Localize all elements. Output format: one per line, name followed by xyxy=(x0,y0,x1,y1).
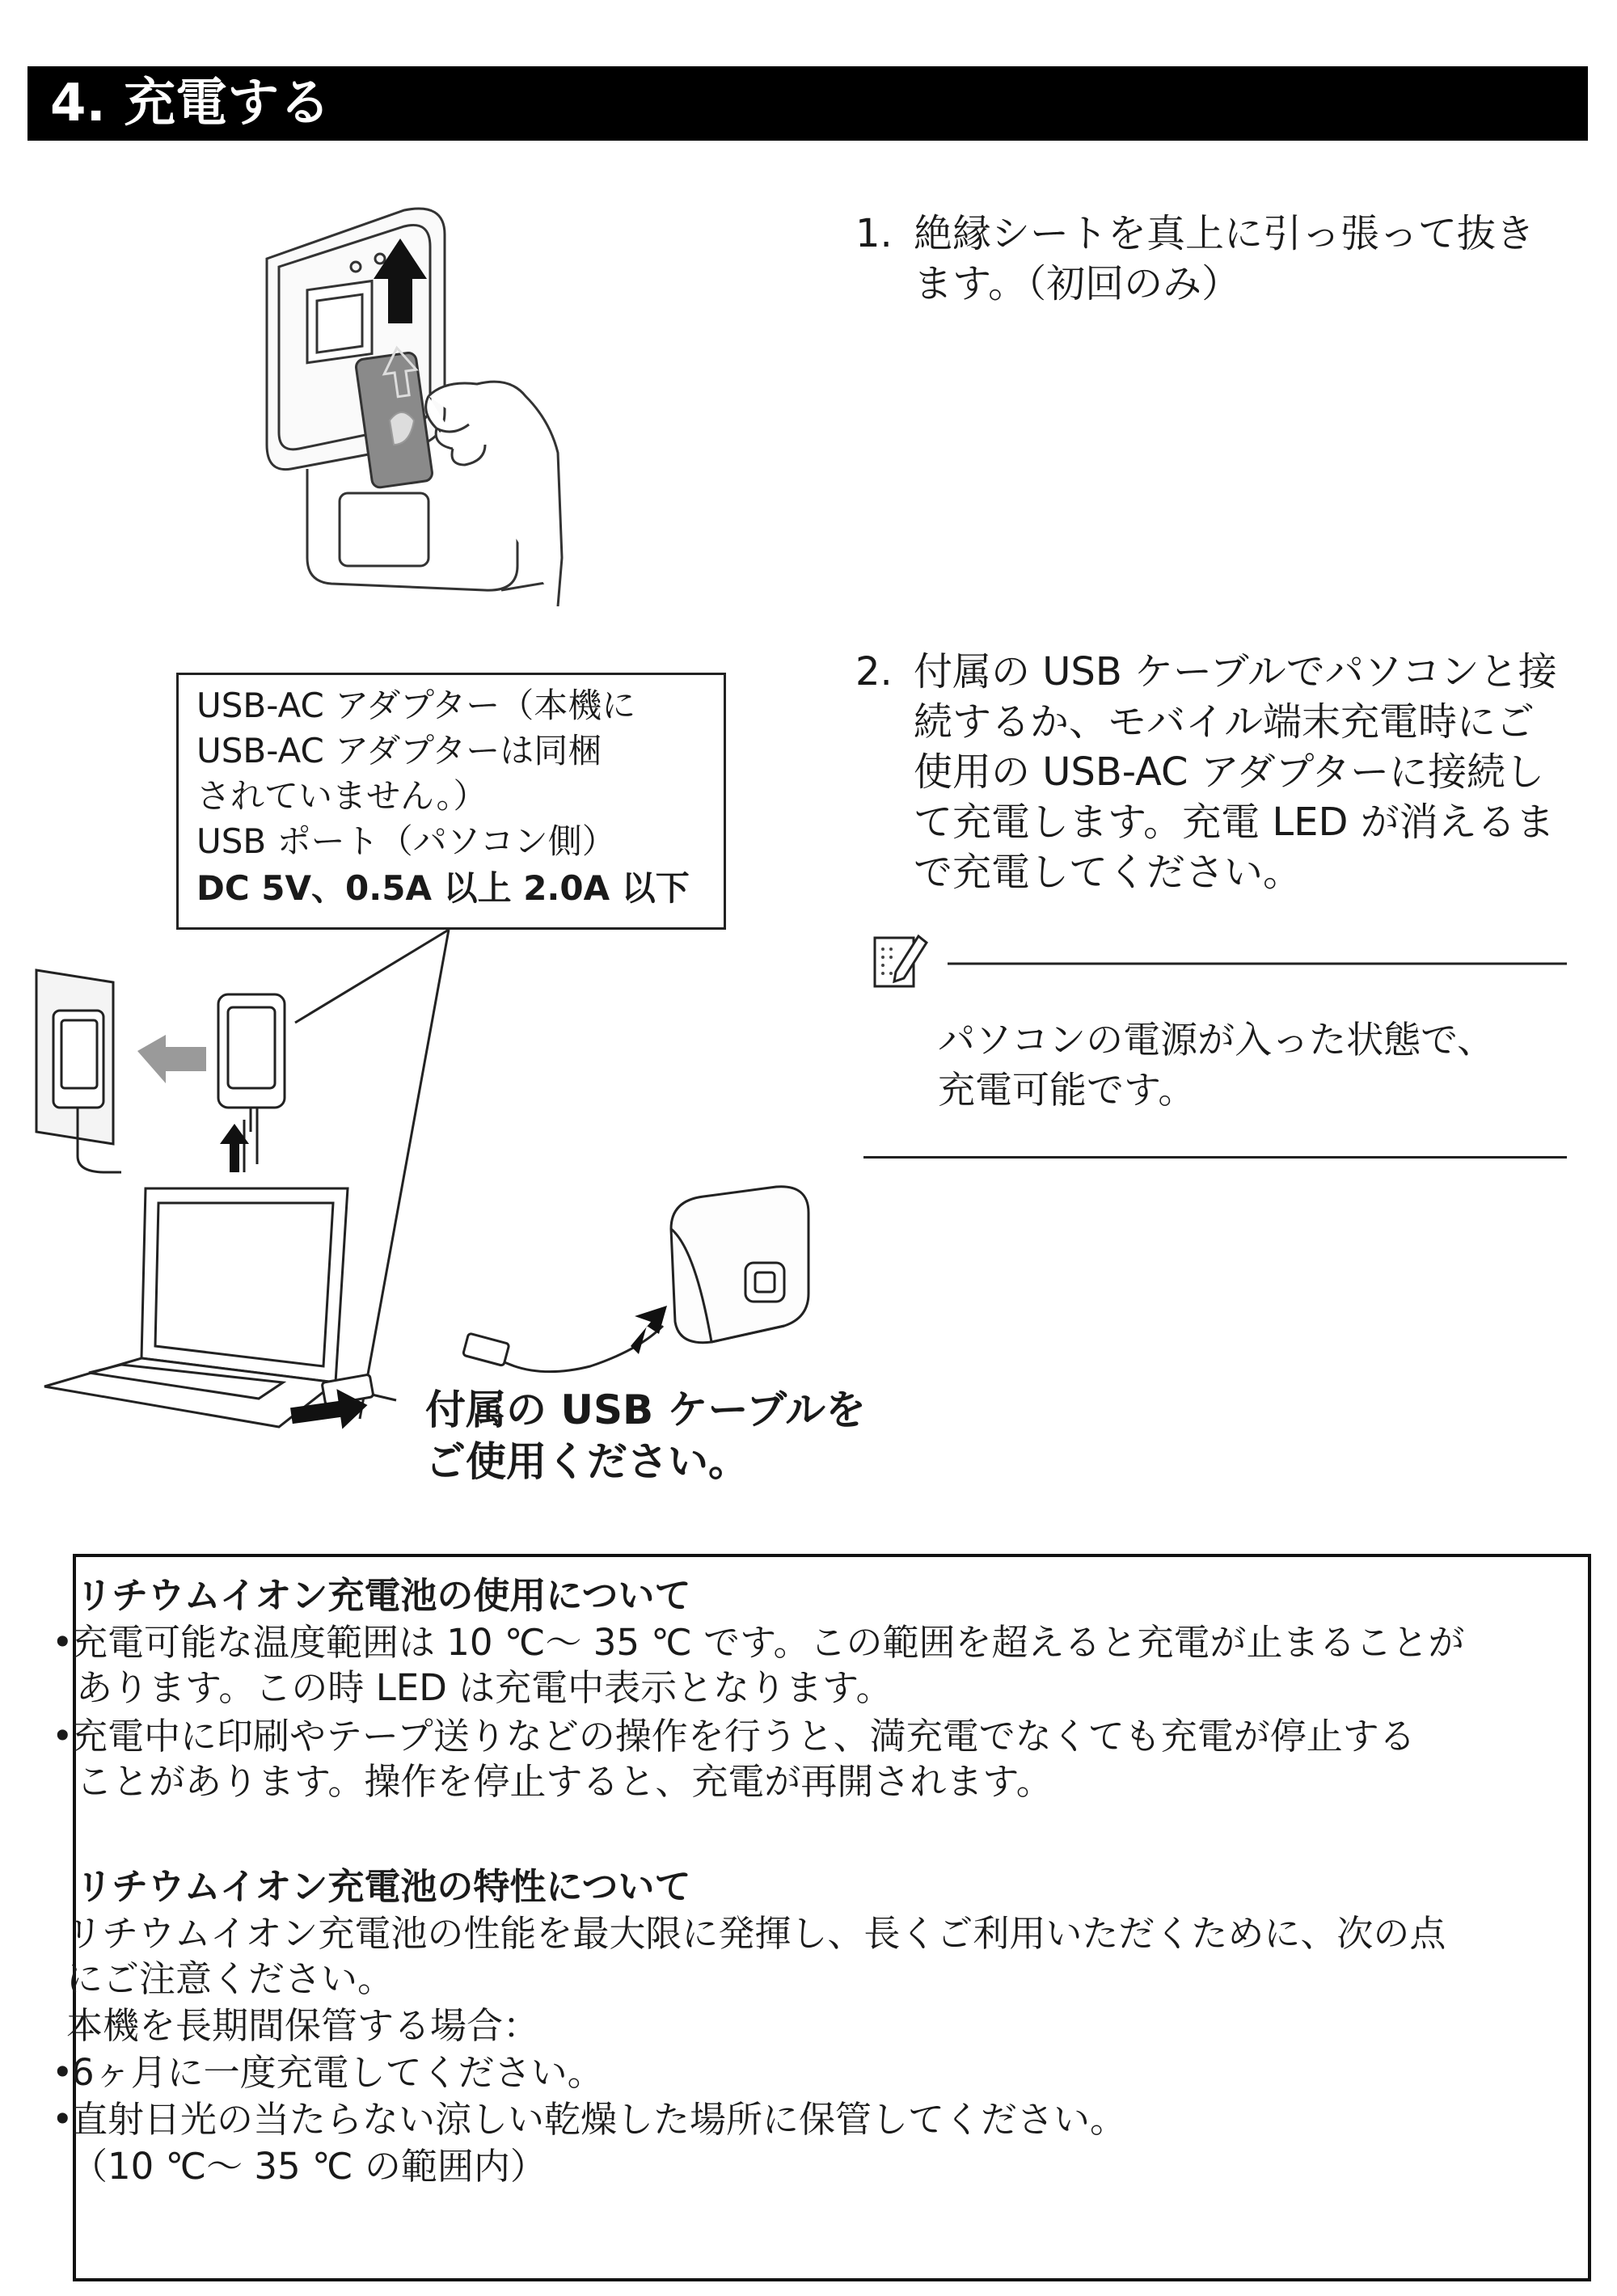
cable-label xyxy=(425,1384,866,1488)
insulation-sheet-illustration xyxy=(243,202,614,606)
note-divider xyxy=(863,1156,1567,1159)
step-number: 1. xyxy=(855,211,893,256)
adapter-callout xyxy=(176,673,726,930)
storage-bullet: •6ヶ月に一度充電してください。 xyxy=(52,2051,604,2094)
storage-heading: 本機を長期間保管する場合： xyxy=(66,2004,540,2047)
props-intro: リチウムイオン充電池の性能を最大限に発揮し、長くご利用いただくために、次の点 xyxy=(66,1912,1446,1955)
step-2 xyxy=(855,647,1583,905)
callout-line: USB-AC アダプターは同梱 xyxy=(196,731,602,770)
cable-label-line: ご使用ください。 xyxy=(425,1438,749,1485)
props-heading: リチウムイオン充電池の特性について xyxy=(76,1865,691,1908)
cable-label-line: 付属の USB ケーブルを xyxy=(425,1386,867,1433)
callout-spec: DC 5V、0.5A 以上 2.0A 以下 xyxy=(196,868,690,908)
step-text-line: 続するか、モバイル端末充電時にご xyxy=(914,699,1535,745)
note-line: パソコンの電源が入った状態で、 xyxy=(938,1018,1495,1061)
step-1 xyxy=(855,209,1583,314)
usage-bullet: •充電可能な温度範囲は 10 ℃～ 35 ℃ です。この範囲を超えると充電が止まることが xyxy=(52,1621,1465,1664)
battery-info-box xyxy=(52,1554,1591,2281)
note-line: 充電可能です。 xyxy=(938,1068,1196,1112)
props-intro: にご注意ください。 xyxy=(66,1957,395,2000)
callout-line: USB ポート（パソコン側） xyxy=(196,821,616,861)
step-text-line: 絶縁シートを真上に引っ張って抜き xyxy=(914,211,1535,256)
leader-line xyxy=(295,930,449,1023)
usage-bullet: •充電中に印刷やテープ送りなどの操作を行うと、満充電でなくても充電が停止する xyxy=(52,1715,1416,1758)
step-text-line: 使用の USB-AC アダプターに接続し xyxy=(914,749,1545,795)
note-pencil-icon xyxy=(875,936,927,986)
usage-bullet-cont: ことがあります。操作を停止すると、充電が再開されます。 xyxy=(76,1760,1053,1803)
storage-bullet: •直射日光の当たらない涼しい乾燥した場所に保管してください。 xyxy=(52,2098,1127,2141)
step-number: 2. xyxy=(855,649,893,694)
section-header xyxy=(27,66,1588,141)
usage-bullet-cont: あります。この時 LED は充電中表示となります。 xyxy=(76,1666,893,1709)
callout-line: されていません。） xyxy=(196,776,488,816)
leader-line xyxy=(360,930,449,1419)
note-text xyxy=(938,1015,1494,1115)
step-text-line: で充電してください。 xyxy=(914,850,1302,895)
usage-heading: リチウムイオン充電池の使用について xyxy=(76,1574,691,1617)
callout-line: USB-AC アダプター（本機に xyxy=(196,686,636,725)
storage-note: （10 ℃～ 35 ℃ の範囲内） xyxy=(71,2145,547,2188)
section-title: 4. 充電する xyxy=(50,74,331,133)
note-header xyxy=(873,930,1585,994)
step-text-line: 付属の USB ケーブルでパソコンと接 xyxy=(914,649,1557,694)
step-text-line: て充電します。充電 LED が消えるま xyxy=(914,800,1555,845)
charging-illustration xyxy=(0,930,857,1447)
step-text-line: ます。（初回のみ） xyxy=(914,261,1241,306)
